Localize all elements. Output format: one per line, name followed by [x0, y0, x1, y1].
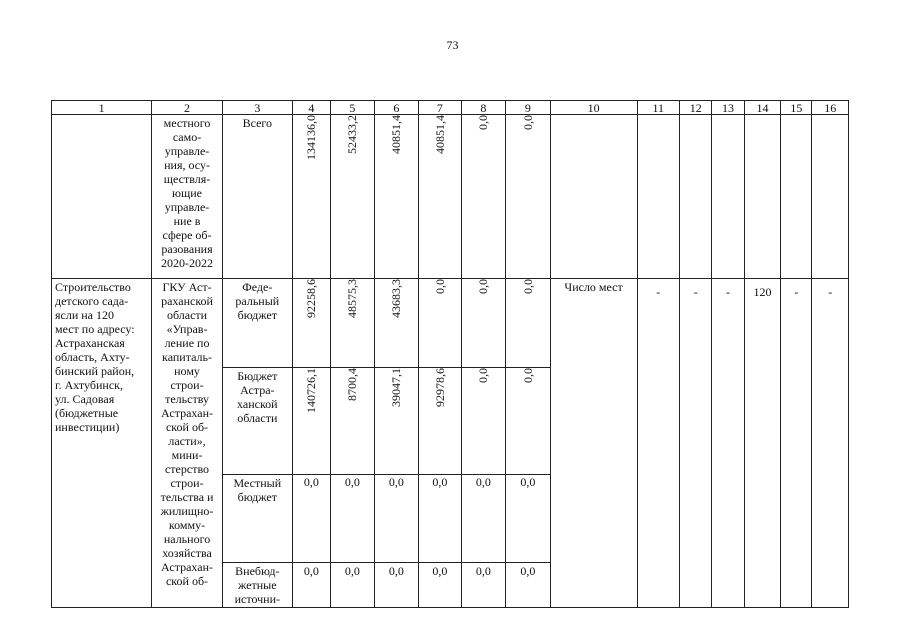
- header-cell: 5: [331, 101, 374, 115]
- project-cell-empty: [52, 115, 152, 279]
- header-row: [52, 101, 849, 115]
- amount-cell: 0,0: [419, 475, 461, 563]
- amount-cell: 0,0: [419, 279, 461, 368]
- funding-source-cell: Внебюд- жетные источни-: [222, 563, 292, 608]
- amount-cell: 134136,0: [292, 115, 330, 279]
- amount-cell: 48575,3: [331, 279, 374, 368]
- header-cell: 9: [506, 101, 551, 115]
- indicator-value: 120: [744, 279, 780, 608]
- amount-cell: 52433,2: [331, 115, 374, 279]
- header-cell: 12: [680, 101, 712, 115]
- amount-cell: 0,0: [461, 368, 506, 475]
- funding-source-cell: Феде- ральный бюджет: [222, 279, 292, 368]
- indicator-value: -: [637, 279, 679, 608]
- indicator-value: -: [812, 279, 849, 608]
- project-cell: Строительство детского сада- ясли на 120 мест по адресу: Астраханская область, Ахту- бинский район, г. Ахтубинск, ул. Садовая (бюджетные инвестиции): [52, 279, 152, 608]
- header-cell: 7: [419, 101, 461, 115]
- header-cell: 6: [374, 101, 419, 115]
- amount-cell: 140726,1: [292, 368, 330, 475]
- funding-source-cell: Бюджет Астра- ханской области: [222, 368, 292, 475]
- executor-cell: ГКУ Аст- раханской области «Управ- ление по капиталь- ному строи- тельству Астрахан- ской об- ласти», мини- стерство строи- тельства и жилищно- комму- нального хозяйства Астрахан- ской об-: [152, 279, 223, 608]
- header-cell: 11: [637, 101, 679, 115]
- amount-cell: 0,0: [292, 475, 330, 563]
- header-cell: 1: [52, 101, 152, 115]
- amount-cell: 0,0: [506, 563, 551, 608]
- amount-cell: 0,0: [461, 563, 506, 608]
- funding-source-cell: Всего: [222, 115, 292, 279]
- amount-cell: 0,0: [506, 368, 551, 475]
- amount-cell: 0,0: [331, 563, 374, 608]
- funding-source-cell: Местный бюджет: [222, 475, 292, 563]
- table-row: [52, 279, 849, 368]
- amount-cell: 39047,1: [374, 368, 419, 475]
- page-number: 73: [446, 38, 459, 52]
- amount-cell: 0,0: [506, 115, 551, 279]
- table-row: [52, 115, 849, 279]
- header-cell: 14: [744, 101, 780, 115]
- indicator-value: -: [781, 279, 812, 608]
- header-cell: 15: [781, 101, 812, 115]
- amount-cell: 92978,6: [419, 368, 461, 475]
- amount-cell: 0,0: [374, 563, 419, 608]
- amount-cell: 0,0: [461, 115, 506, 279]
- amount-cell: 40851,4: [419, 115, 461, 279]
- amount-cell: 0,0: [419, 563, 461, 608]
- header-cell: 2: [152, 101, 223, 115]
- amount-cell: 0,0: [461, 279, 506, 368]
- header-cell: 4: [292, 101, 330, 115]
- indicator-cell-empty: [550, 115, 637, 279]
- indicator-cell: Число мест: [550, 279, 637, 608]
- amount-cell: 0,0: [461, 475, 506, 563]
- amount-cell: 8700,4: [331, 368, 374, 475]
- amount-cell: 0,0: [374, 475, 419, 563]
- budget-table: [51, 100, 849, 608]
- amount-cell: 43683,3: [374, 279, 419, 368]
- amount-cell: 40851,4: [374, 115, 419, 279]
- amount-cell: 0,0: [331, 475, 374, 563]
- amount-cell: 92258,6: [292, 279, 330, 368]
- amount-cell: 0,0: [292, 563, 330, 608]
- header-cell: 16: [812, 101, 849, 115]
- amount-cell: 0,0: [506, 279, 551, 368]
- amount-cell: 0,0: [506, 475, 551, 563]
- indicator-value: -: [680, 279, 712, 608]
- header-cell: 3: [222, 101, 292, 115]
- header-cell: 13: [712, 101, 744, 115]
- executor-cell: местного само- управле- ния, осу- ществля- ющие управле- ние в сфере об- разования 2020-2022: [152, 115, 223, 279]
- indicator-value: -: [712, 279, 744, 608]
- header-cell: 10: [550, 101, 637, 115]
- header-cell: 8: [461, 101, 506, 115]
